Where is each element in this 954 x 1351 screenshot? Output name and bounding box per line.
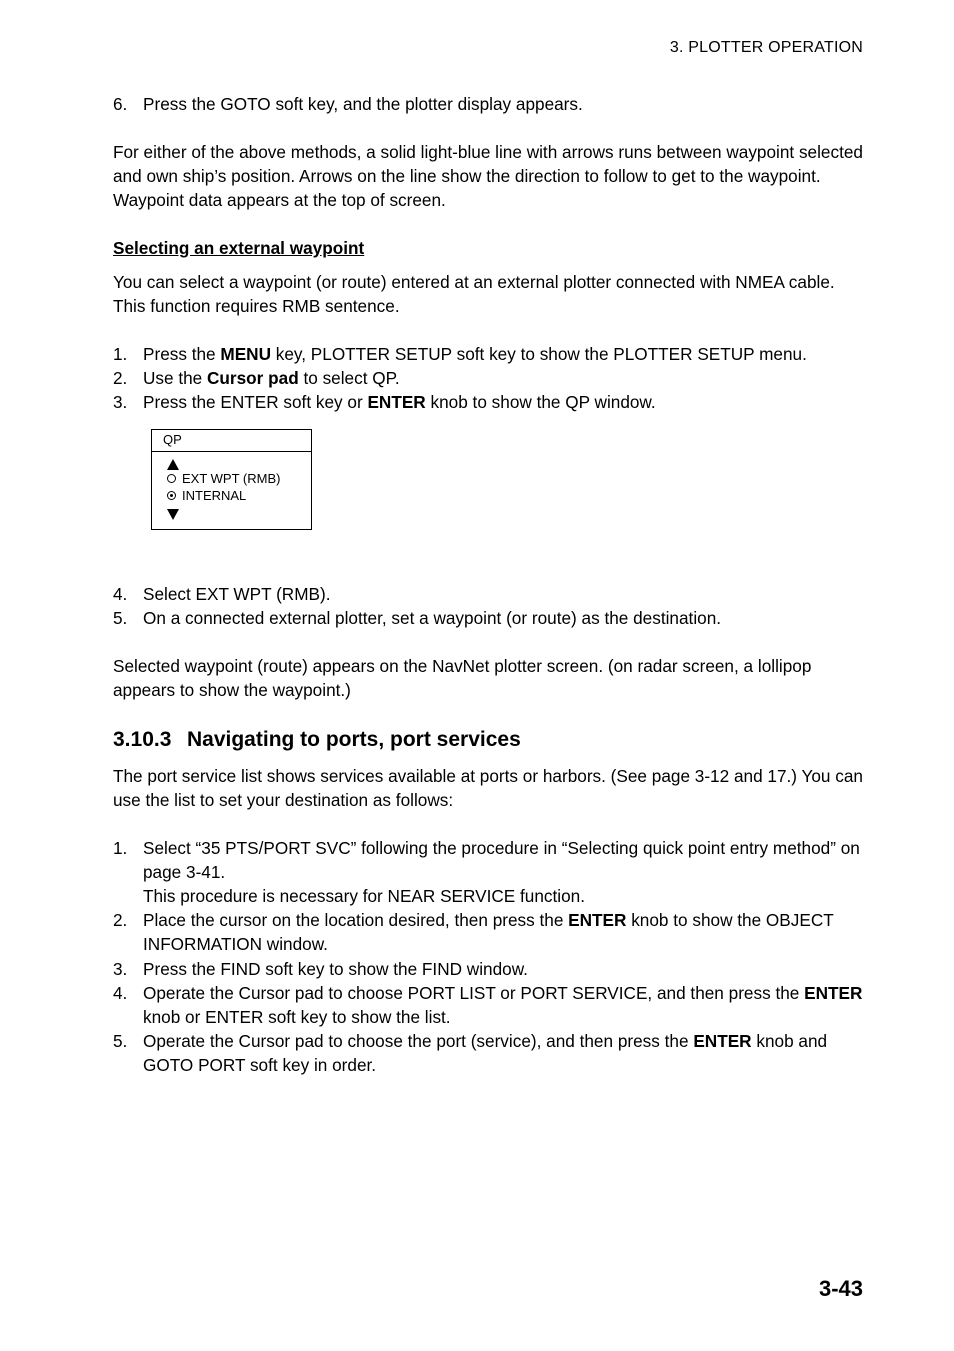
arrow-down-icon [167,509,179,520]
step-number: 4. [113,584,128,604]
key-name: ENTER [568,910,627,930]
step-text: Use the Cursor pad to select QP. [143,368,400,388]
step-number: 2. [113,368,128,388]
qp-window-title: QP [152,430,311,452]
section-heading [113,726,521,754]
subheading: Selecting an external waypoint [113,238,365,258]
paragraph: Selected waypoint (route) appears on the NavNet plotter screen. (on radar screen, a lollipop appears to show the waypoint.) [113,656,812,700]
qp-option-internal: INTERNAL [167,488,246,504]
step-text: Press the FIND soft key to show the FIND window. [143,959,528,979]
step-note: This procedure is necessary for NEAR SERVICE function. [143,886,585,906]
step-number: 5. [113,1031,128,1051]
radio-off-icon [167,474,176,483]
paragraph: You can select a waypoint (or route) entered at an external plotter connected with NMEA cable. This function requires RMB sentence. [113,272,835,316]
step-number: 4. [113,983,128,1003]
step-text: Press the MENU key, PLOTTER SETUP soft key to show the PLOTTER SETUP menu. [143,344,807,364]
step-text: On a connected external plotter, set a waypoint (or route) as the destination. [143,608,722,628]
paragraph: The port service list shows services available at ports or harbors. (See page 3-12 and 17.) You can use the list to set your destination as follows: [113,766,863,810]
step-text: Press the ENTER soft key or ENTER knob to show the QP window. [143,392,656,412]
step-number: 3. [113,392,128,412]
step-text: Place the cursor on the location desired, then press the ENTER knob to show the OBJECT INFORMATION window. [143,910,834,954]
step-text: Operate the Cursor pad to choose the port (service), and then press the ENTER knob and GOTO PORT soft key in order. [143,1031,828,1075]
key-name: ENTER [804,983,863,1003]
qp-window [151,429,312,530]
step-number: 1. [113,344,128,364]
step-text: Operate the Cursor pad to choose PORT LIST or PORT SERVICE, and then press the ENTER knob or ENTER soft key to show the list. [143,983,863,1027]
key-name: Cursor pad [207,368,299,388]
step-text: Select “35 PTS/PORT SVC” following the procedure in “Selecting quick point entry method” on page 3-41. This procedure is necessary for NEAR SERVICE function. [143,838,860,906]
step-number: 1. [113,838,128,858]
step-number: 5. [113,608,128,628]
running-header: 3. PLOTTER OPERATION [669,39,863,56]
radio-on-icon [167,491,176,500]
step-number: 2. [113,910,128,930]
qp-option-ext-wpt: EXT WPT (RMB) [167,471,280,487]
page-number: 3-43 [818,1276,863,1301]
key-name: MENU [220,344,271,364]
step-number: 6. [113,94,128,114]
section-title: Navigating to ports, port services [187,728,521,751]
arrow-up-icon [167,459,179,470]
paragraph: For either of the above methods, a solid light-blue line with arrows runs between waypoint selected and own ship’s position. Arrows on the line show the direction to follow to get to the waypoint. Waypoint data appears at the top of screen. [113,142,863,210]
step-text: Press the GOTO soft key, and the plotter display appears. [143,94,583,114]
key-name: ENTER [367,392,426,412]
key-name: ENTER [693,1031,752,1051]
step-text: Select EXT WPT (RMB). [143,584,331,604]
step-number: 3. [113,959,128,979]
section-number: 3.10.3 [113,728,172,751]
